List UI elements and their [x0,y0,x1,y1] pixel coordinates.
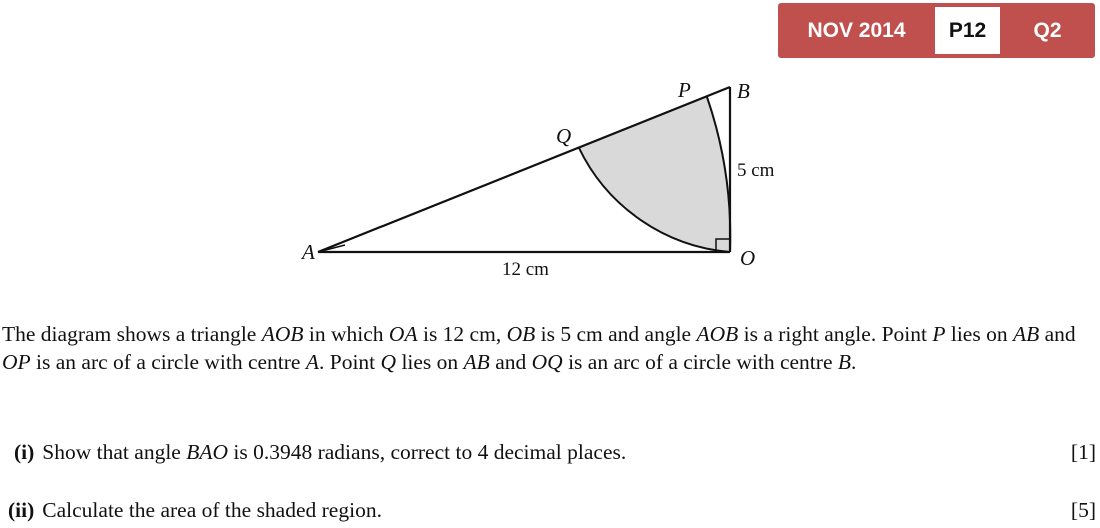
math: OB [506,322,536,346]
text: in which [303,322,389,346]
text: is an arc of a circle with centre [562,350,838,374]
text: lies on [396,350,464,374]
part-ii [8,498,382,523]
label-b: B [737,79,750,103]
text: is an arc of a circle with centre [30,350,306,374]
text: is 5 cm and angle [535,322,697,346]
math: B [837,350,852,374]
math: AOB [261,322,304,346]
text: . [851,350,857,374]
session-label: NOV 2014 [807,19,906,42]
paper-label: P12 [935,7,1000,54]
math: AB [1012,322,1040,346]
text: is a right angle. Point [738,322,933,346]
label-p: P [678,78,691,102]
text: is 0.3948 radians, correct to 4 decimal places. [228,440,627,464]
label-q: Q [556,124,572,148]
label-ob-length: 5 cm [737,160,775,181]
math: BAO [186,440,229,464]
text: The diagram shows a triangle [2,322,262,346]
label-o: O [740,246,756,270]
math: AB [463,350,490,374]
text: is 12 cm, [417,322,507,346]
part-i [14,440,626,465]
part-number: (ii) [8,498,35,522]
math: A [305,350,319,374]
text: lies on [945,322,1013,346]
math: AOB [696,322,739,346]
label-a: A [302,240,315,264]
text: Calculate the area of the shaded region. [42,498,382,522]
part-number: (i) [14,440,35,464]
math: OP [2,350,31,374]
label-oa-length: 12 cm [502,259,549,280]
text: . Point [319,350,381,374]
math: OA [388,322,418,346]
text: and [489,350,532,374]
question-label: Q2 [1033,19,1062,42]
text: and [1039,322,1076,346]
question-stem [2,320,1098,376]
text: Show that angle [42,440,187,464]
part-ii-marks: [5] [1070,498,1096,522]
math: OQ [531,350,563,374]
math: P [932,322,946,346]
math: Q [380,350,397,374]
part-i-marks: [1] [1070,440,1096,464]
